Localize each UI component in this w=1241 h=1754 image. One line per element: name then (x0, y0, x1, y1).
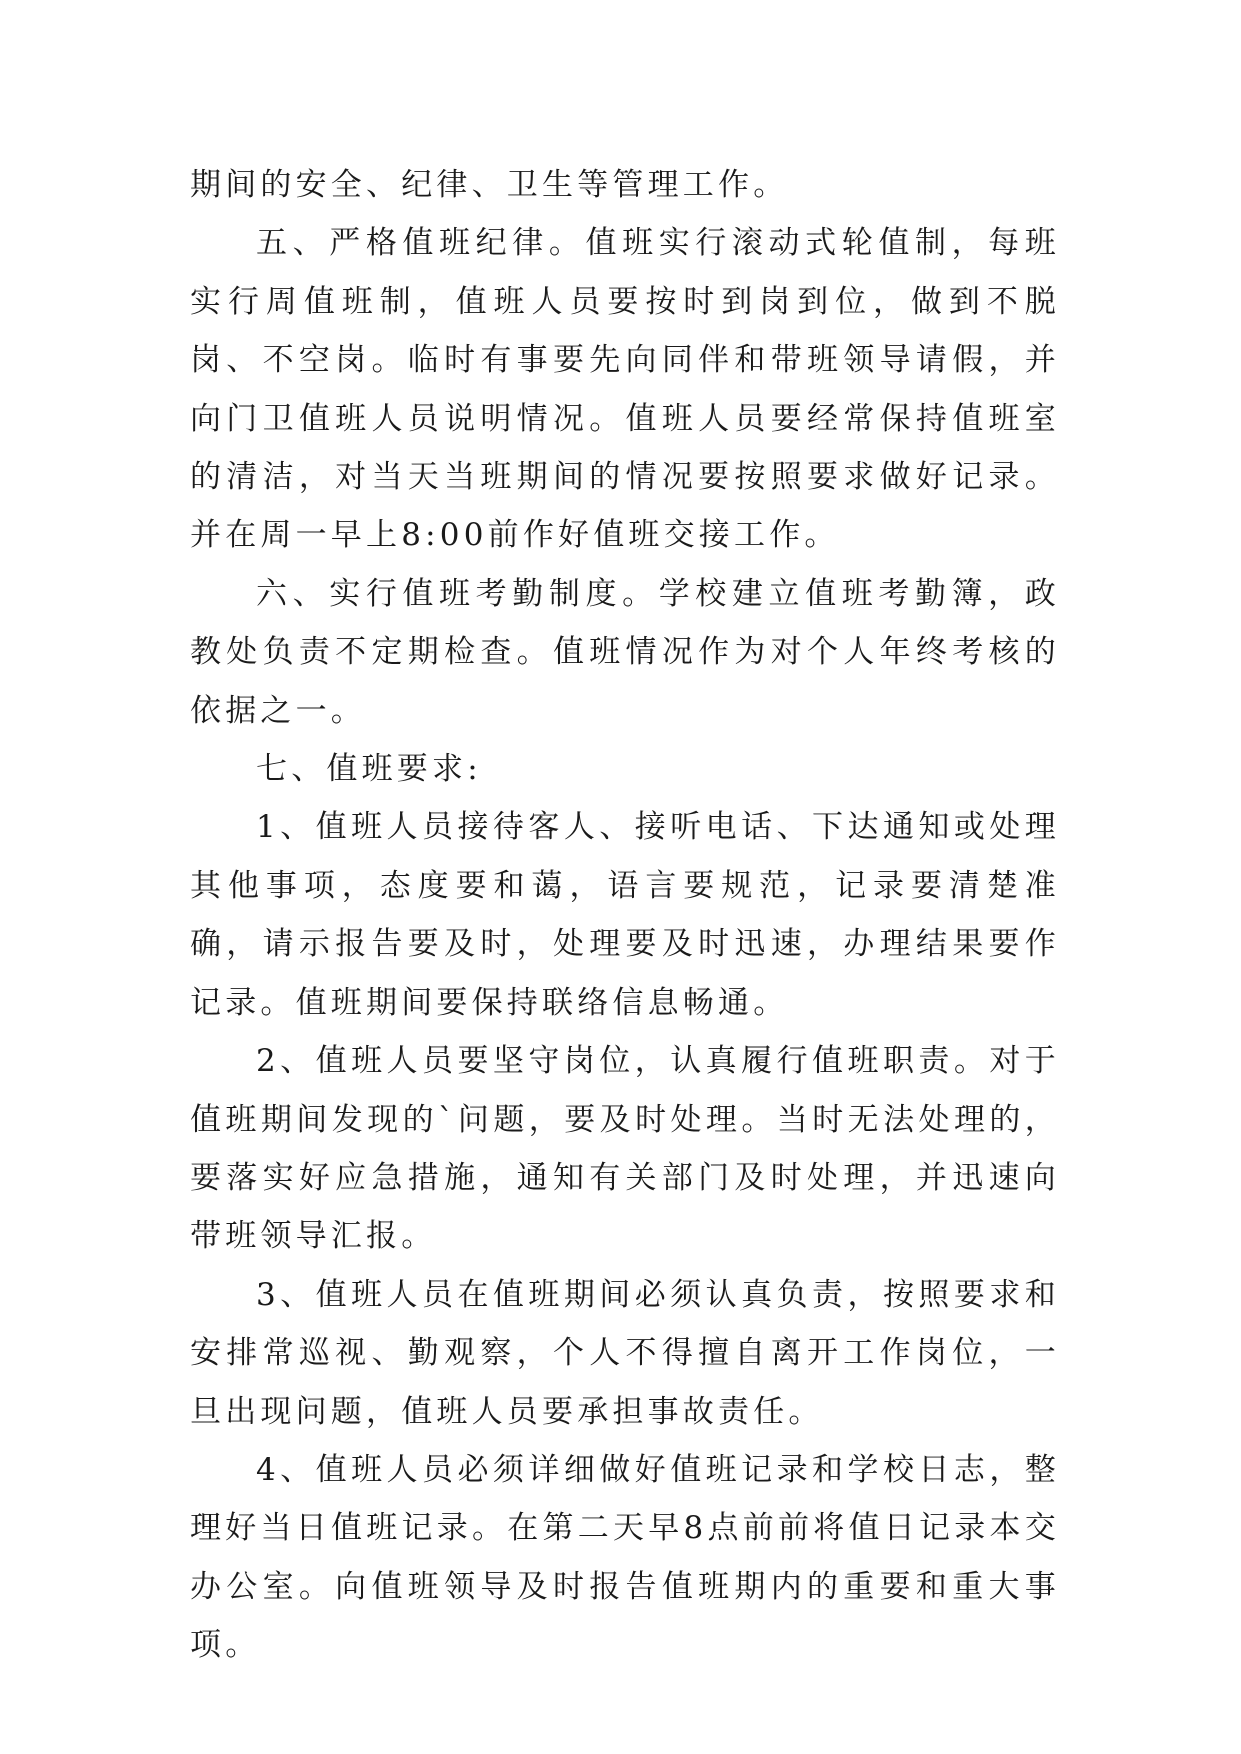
paragraph-requirement-4: 4、值班人员必须详细做好值班记录和学校日志，整理好当日值班记录。在第二天早8点前前将值日记录本交办公室。向值班领导及时报告值班期内的重要和重大事项。 (190, 1451, 1060, 1664)
paragraph-duty-discipline: 五、严格值班纪律。值班实行滚动式轮值制，每班实行周值班制，值班人员要按时到岗到位，做到不脱岗、不空岗。临时有事要先向同伴和带班领导请假，并向门卫值班人员说明情况。值班人员要经常保持值班室的清洁，对当天当班期间的情况要按照要求做好记录。并在周一早上8:00前作好值班交接工作。 (190, 225, 1060, 554)
paragraph-requirement-2: 2、值班人员要坚守岗位，认真履行值班职责。对于值班期间发现的`问题，要及时处理。当时无法处理的，要落实好应急措施，通知有关部门及时处理，并迅速向带班领导汇报。 (190, 1043, 1060, 1255)
paragraph-requirement-3: 3、值班人员在值班期间必须认真负责，按照要求和安排常巡视、勤观察，个人不得擅自离开工作岗位，一旦出现问题，值班人员要承担事故责任。 (190, 1276, 1060, 1430)
document-body (190, 156, 1060, 1675)
paragraph-duty-requirements-heading: 七、值班要求: (256, 751, 482, 788)
paragraph-continuation: 期间的安全、纪律、卫生等管理工作。 (190, 167, 789, 203)
paragraph-requirement-1: 1、值班人员接待客人、接听电话、下达通知或处理其他事项，态度要和蔼，语言要规范，记录要清楚准确，请示报告要及时，处理要及时迅速，办理结果要作记录。值班期间要保持联络信息畅通。 (190, 809, 1060, 1021)
paragraph-attendance-system: 六、实行值班考勤制度。学校建立值班考勤簿，政教处负责不定期检查。值班情况作为对个人年终考核的依据之一。 (190, 575, 1060, 729)
